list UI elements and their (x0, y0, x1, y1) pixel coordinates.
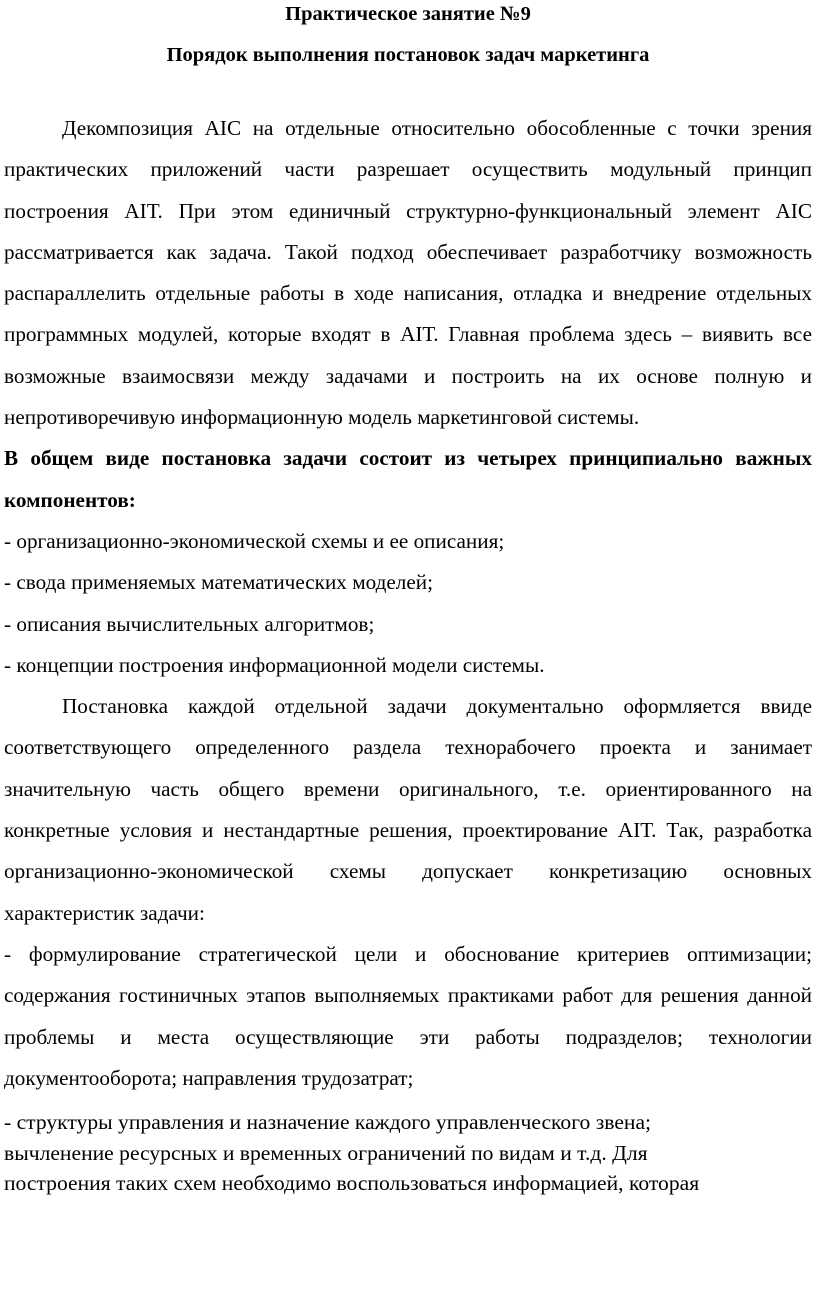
tail-block (4, 1107, 812, 1199)
tail-line: - структуры управления и назначение каждого управленческого звена; (4, 1110, 652, 1135)
components-heading: В общем виде постановка задачи состоит из четырех принципиально важных компонентов: (4, 446, 812, 512)
paragraph-decomposition: Декомпозиция АІС на отдельные относительно обособленные с точки зрения практических приложений части разрешает осуществить модульный принцип построения АІТ. При этом единичный структурно-функциональный элемент АІС рассматривается как задача. Такой подход обеспечивает разработчику возможность распараллелить отдельные работы в ходе написания, отладка и внедрение отдельных программных модулей, которые входят в АІТ. Главная проблема здесь – виявить все возможные взаимосвязи между задачами и построить на их основе полную и непротиворечивую информационную модель маркетинговой системы. (4, 116, 812, 430)
page-title: Практическое занятие №9 (285, 3, 531, 25)
paragraph-task-statement: Постановка каждой отдельной задачи документально оформляется ввиде соответствующего определенного раздела технорабочего проекта и занимает значительную часть общего времени оригинального, т.е. ориентированного на конкретные условия и нестандартные решения, проектирование АІТ. Так, разработка организационно-экономической схемы допускает конкретизацию основных характеристик задачи: (4, 694, 812, 925)
list-item: - концепции построения информационной модели системы. (4, 652, 545, 677)
detail-item: - формулирование стратегической цели и обоснование критериев оптимизации; содержания гостиничных этапов выполняемых практиками работ для решения данной проблемы и места осуществляющие эти работы подразделов; технологии документооборота; направления трудозатрат; (4, 941, 812, 1090)
components-list (4, 521, 812, 686)
tail-line: вычленение ресурсных и временных ограничений по видам и т.д. Для (4, 1140, 648, 1165)
page-subtitle: Порядок выполнения постановок задач маркетинга (166, 44, 650, 66)
list-item: - организационно-экономической схемы и ее описания; (4, 528, 505, 553)
document-page (4, 0, 812, 1199)
tail-line: построения таких схем необходимо воспользоваться информацией, которая (4, 1171, 700, 1196)
list-item: - описания вычислительных алгоритмов; (4, 611, 375, 636)
list-item: - свода применяемых математических моделей; (4, 570, 433, 595)
